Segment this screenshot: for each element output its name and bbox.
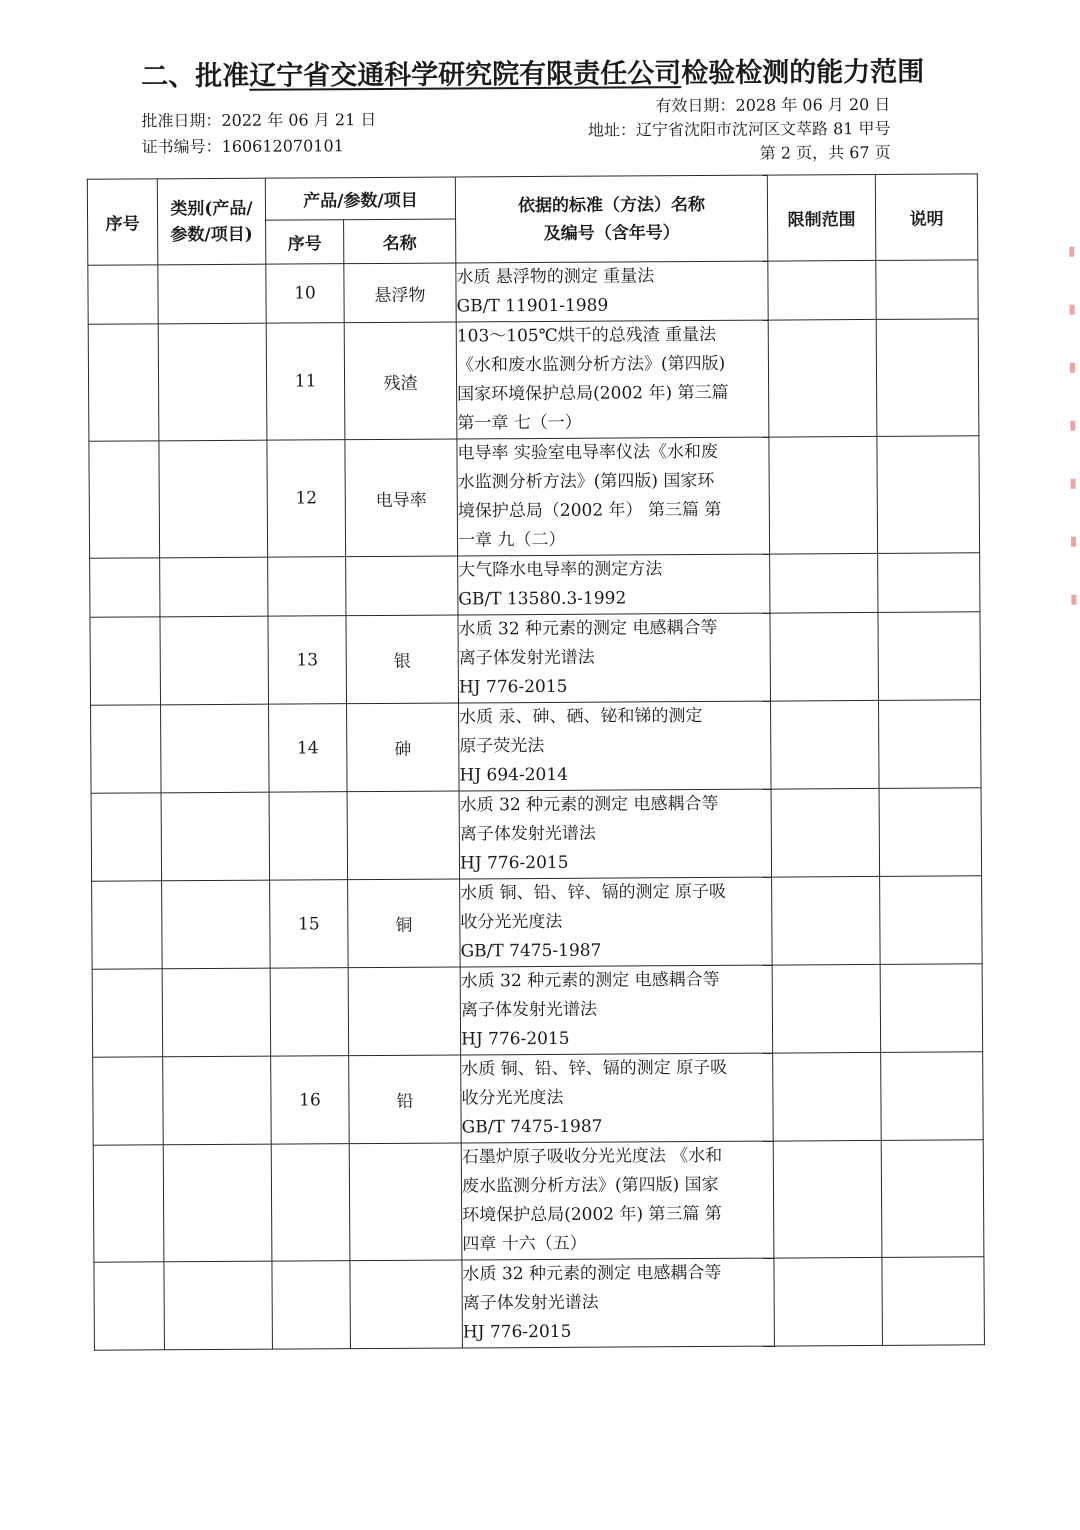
cell-category <box>160 557 268 617</box>
cell-category <box>163 1144 272 1262</box>
cell-limit <box>772 876 881 965</box>
cell-seq <box>88 265 158 324</box>
cell-note <box>882 1257 985 1346</box>
cell-note <box>876 260 978 320</box>
cell-seq <box>90 617 161 705</box>
standard-line: 水质 铜、铅、锌、镉的测定 原子吸 <box>460 881 727 904</box>
cell-sub-seq: 15 <box>270 880 349 968</box>
header-sub-name: 名称 <box>344 219 456 264</box>
standard-line: 原子荧光法 <box>459 735 545 757</box>
standard-line: 水质 32 种元素的测定 电感耦合等 <box>459 793 719 816</box>
cell-note <box>880 964 983 1053</box>
cell-sub-name: 铜 <box>348 879 461 968</box>
standard-line: 水质 铜、铅、锌、镉的测定 原子吸 <box>461 1057 728 1080</box>
standard-line: 水质 32 种元素的测定 电感耦合等 <box>460 969 720 992</box>
header-standard-line2: 及编号（含年号） <box>543 222 680 244</box>
standard-line: GB/T 11901-1989 <box>456 295 609 317</box>
cell-standard <box>459 789 772 879</box>
cell-standard <box>457 437 770 556</box>
cell-category <box>160 616 269 705</box>
cell-category <box>164 1261 273 1350</box>
standard-line: GB/T 13580.3-1992 <box>458 588 627 610</box>
cell-sub-seq <box>272 1261 351 1349</box>
seal-edge-marks <box>1069 247 1079 653</box>
header-product-param: 产品/参数/项目 <box>265 177 455 220</box>
standard-line: HJ 776-2015 <box>459 852 569 874</box>
standard-line: HJ 776-2015 <box>461 1028 570 1050</box>
standard-line: GB/T 7475-1987 <box>461 1116 603 1138</box>
standard-line: 石墨炉原子吸收分光光度法 《水和 <box>461 1145 723 1168</box>
table-row <box>92 964 983 1057</box>
valid-date: 有效日期：2028 年 06 月 20 日 <box>655 94 891 116</box>
cell-standard <box>456 320 769 439</box>
standard-line: 水质 32 种元素的测定 电感耦合等 <box>462 1262 722 1285</box>
cell-limit <box>768 319 877 437</box>
cell-seq <box>89 441 160 558</box>
standard-line: 收分光光度法 <box>460 911 563 933</box>
cell-limit <box>773 1140 882 1258</box>
cell-sub-seq: 14 <box>269 704 348 792</box>
standard-line: 103～105℃烘干的总残渣 重量法 <box>456 324 717 347</box>
standard-line: GB/T 7475-1987 <box>460 940 602 962</box>
cell-sub-seq: 16 <box>271 1056 350 1144</box>
header-limit: 限制范围 <box>767 174 876 261</box>
page-title <box>141 50 924 94</box>
cell-sub-seq <box>269 792 348 880</box>
table-row <box>89 436 980 558</box>
cell-standard <box>460 877 773 967</box>
cell-sub-seq: 12 <box>267 440 346 557</box>
cell-standard <box>458 554 770 615</box>
cell-note <box>879 700 982 789</box>
cell-sub-name <box>349 1143 462 1261</box>
cell-standard <box>462 1258 775 1348</box>
table-row <box>91 788 982 881</box>
standard-line: HJ 776-2015 <box>458 676 568 698</box>
cell-category <box>162 968 271 1057</box>
cell-seq <box>94 1262 165 1350</box>
cell-sub-name: 残渣 <box>344 322 457 440</box>
cell-limit <box>771 788 880 877</box>
header-category-text: 类别(产品/参数/项目) <box>170 198 253 245</box>
cell-sub-name: 电导率 <box>345 439 458 557</box>
table-row <box>93 1140 984 1262</box>
standard-line: 收分光光度法 <box>461 1087 564 1109</box>
header-note: 说明 <box>875 174 978 261</box>
standard-line: 国家环境保护总局(2002 年) 第三篇 <box>457 382 729 405</box>
cell-note <box>876 319 979 437</box>
address: 地址：辽宁省沈阳市沈河区文萃路 81 甲号 <box>587 118 891 140</box>
title-suffix: 检验检测的能力范围 <box>681 56 925 90</box>
cell-limit <box>774 1257 883 1346</box>
cell-sub-name <box>346 556 458 616</box>
title-prefix: 二、批准 <box>141 60 250 93</box>
table-row <box>94 1257 985 1350</box>
table-header <box>87 174 978 265</box>
cell-category <box>159 440 268 558</box>
standard-line: 离子体发射光谱法 <box>460 999 597 1021</box>
cell-limit <box>771 700 880 789</box>
cell-sub-name: 悬浮物 <box>344 263 456 323</box>
cell-sub-name <box>350 1260 463 1349</box>
cell-sub-name: 砷 <box>347 703 460 792</box>
cell-note <box>881 1140 984 1258</box>
standard-line: 水质 32 种元素的测定 电感耦合等 <box>458 617 718 640</box>
standard-line: 水监测分析方法》(第四版) 国家环 <box>457 470 715 493</box>
cell-standard <box>459 701 772 791</box>
standard-line: 《水和废水监测分析方法》(第四版) <box>456 353 726 376</box>
cell-note <box>881 1052 984 1141</box>
cell-sub-name <box>348 967 461 1056</box>
cell-category <box>161 792 270 881</box>
table-row <box>91 700 982 793</box>
table-row <box>90 612 981 705</box>
cell-sub-seq: 13 <box>268 616 347 704</box>
certificate-number: 证书编号：160612070101 <box>141 136 344 157</box>
standard-line: HJ 776-2015 <box>462 1321 572 1343</box>
cell-category <box>158 323 267 441</box>
cell-category <box>161 704 270 793</box>
cell-category <box>162 880 271 969</box>
page-info: 第 2 页，共 67 页 <box>759 142 891 163</box>
standard-line: 离子体发射光谱法 <box>462 1292 599 1314</box>
cell-note <box>880 876 983 965</box>
cell-sub-seq <box>270 968 349 1056</box>
standard-line: 一章 九（二） <box>457 529 566 551</box>
approval-date: 批准日期：2022 年 06 月 21 日 <box>141 109 377 131</box>
table-row <box>88 260 978 324</box>
cell-standard <box>456 261 768 322</box>
cell-standard <box>458 613 771 703</box>
cell-limit <box>773 1052 882 1141</box>
cell-sub-name: 铅 <box>349 1055 462 1144</box>
cell-seq <box>91 705 162 793</box>
standard-line: 大气降水电导率的测定方法 <box>458 559 663 581</box>
title-organization: 辽宁省交通科学研究院有限责任公司 <box>249 58 682 92</box>
standard-line: 离子体发射光谱法 <box>458 647 595 669</box>
table-row <box>88 319 979 441</box>
cell-sub-seq <box>271 1144 350 1261</box>
cell-limit <box>772 964 881 1053</box>
cell-note <box>879 788 982 877</box>
cell-seq <box>93 1057 164 1145</box>
scope-table <box>87 173 985 1350</box>
cell-seq <box>92 881 163 969</box>
cell-sub-seq <box>268 557 346 616</box>
standard-line: 离子体发射光谱法 <box>459 823 596 845</box>
cell-standard <box>460 965 773 1055</box>
standard-line: HJ 694-2014 <box>459 764 569 786</box>
table-row <box>90 553 980 617</box>
cell-sub-seq: 11 <box>266 323 345 440</box>
cell-standard <box>461 1141 774 1260</box>
table-row <box>92 876 983 969</box>
cell-note <box>877 436 980 554</box>
cell-limit <box>769 436 878 554</box>
standard-line: 环境保护总局(2002 年) 第三篇 第 <box>462 1203 722 1226</box>
cell-note <box>878 612 981 701</box>
header-seq: 序号 <box>87 179 158 265</box>
cell-seq <box>90 558 160 617</box>
cell-seq <box>93 1145 164 1262</box>
header-standard <box>455 175 768 263</box>
cell-standard <box>461 1053 774 1143</box>
header-standard-line1: 依据的标准（方法）名称 <box>517 194 706 216</box>
standard-line: 水质 汞、砷、硒、铋和锑的测定 <box>459 706 703 728</box>
cell-category <box>158 264 266 324</box>
cell-seq <box>92 969 163 1057</box>
header-category <box>157 178 266 265</box>
standard-line: 废水监测分析方法》(第四版) 国家 <box>461 1174 719 1197</box>
table-row <box>93 1052 984 1145</box>
cell-category <box>163 1056 272 1145</box>
cell-limit <box>770 612 879 701</box>
cell-sub-name: 银 <box>346 615 459 704</box>
cell-seq <box>88 324 159 441</box>
cell-sub-seq: 10 <box>266 264 344 323</box>
cell-sub-name <box>347 791 460 880</box>
standard-line: 第一章 七（一） <box>457 412 582 434</box>
standard-line: 水质 悬浮物的测定 重量法 <box>456 266 655 288</box>
table-body <box>88 260 985 1350</box>
cell-seq <box>91 793 162 881</box>
standard-line: 电导率 实验室电导率仪法《水和废 <box>457 441 718 464</box>
standard-line: 四章 十六（五） <box>462 1233 587 1255</box>
cell-limit <box>770 553 878 613</box>
cell-note <box>878 553 980 613</box>
cell-limit <box>768 260 876 320</box>
standard-line: 境保护总局（2002 年） 第三篇 第 <box>457 499 722 522</box>
header-sub-seq: 序号 <box>266 220 344 264</box>
